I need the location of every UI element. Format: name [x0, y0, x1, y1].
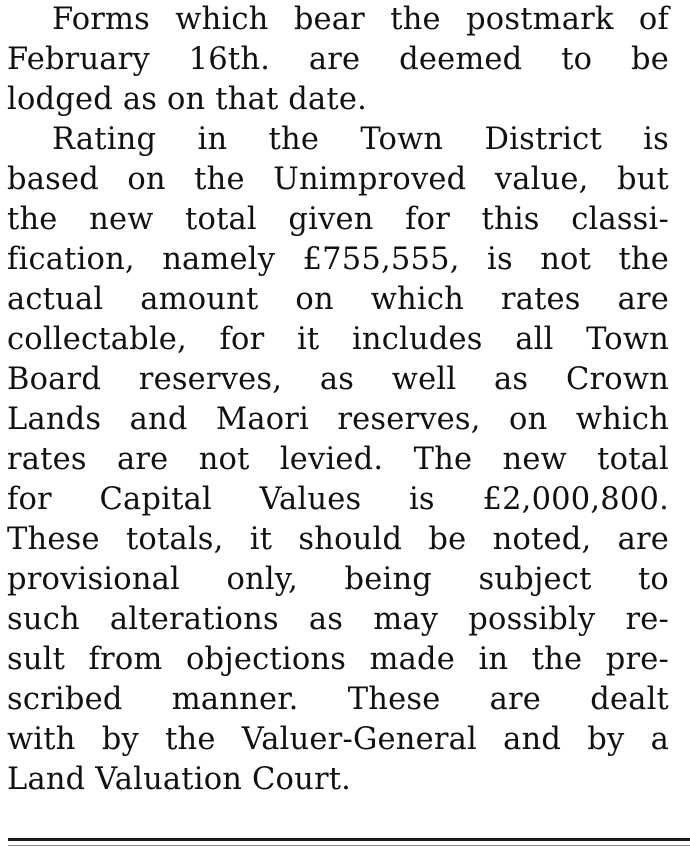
paragraph-1-line-1: Forms which bear the postmark of	[52, 2, 669, 37]
paragraph-2-line-13: such alterations as may possibly re-	[7, 602, 669, 637]
paragraph-2-line-11: These totals, it should be noted, are	[7, 522, 669, 557]
paragraph-2-line-7: Board reserves, as well as Crown	[7, 362, 669, 397]
paragraph-2-line-6: collectable, for it includes all Town	[7, 322, 669, 357]
paragraph-2-line-1: Rating in the Town District is	[52, 122, 669, 157]
paragraph-2-line-9: rates are not levied. The new total	[7, 442, 669, 477]
paragraph-2-line-3: the new total given for this classi-	[7, 202, 669, 237]
paragraph-1-line-2: February 16th. are deemed to be	[7, 42, 669, 77]
column-divider-rule	[8, 838, 690, 841]
paragraph-2-line-5: actual amount on which rates are	[7, 282, 669, 317]
paragraph-2-line-16: with by the Valuer-General and by a	[7, 722, 669, 757]
column-divider-rule-thin	[8, 845, 690, 846]
paragraph-2-line-14: sult from objections made in the pre-	[7, 642, 669, 677]
paragraph-2-line-12: provisional only, being subject to	[7, 562, 669, 597]
paragraph-1-line-3: lodged as on that date.	[7, 82, 368, 117]
paragraph-2-line-8: Lands and Maori reserves, on which	[7, 402, 669, 437]
paragraph-2-line-4: fication, namely £755,555, is not the	[7, 242, 669, 277]
paragraph-2-line-10: for Capital Values is £2,000,800.	[7, 482, 669, 517]
paragraph-2-line-2: based on the Unimproved value, but	[7, 162, 669, 197]
paragraph-2-line-15: scribed manner. These are dealt	[7, 682, 669, 717]
paragraph-2-line-17: Land Valuation Court.	[7, 762, 352, 797]
